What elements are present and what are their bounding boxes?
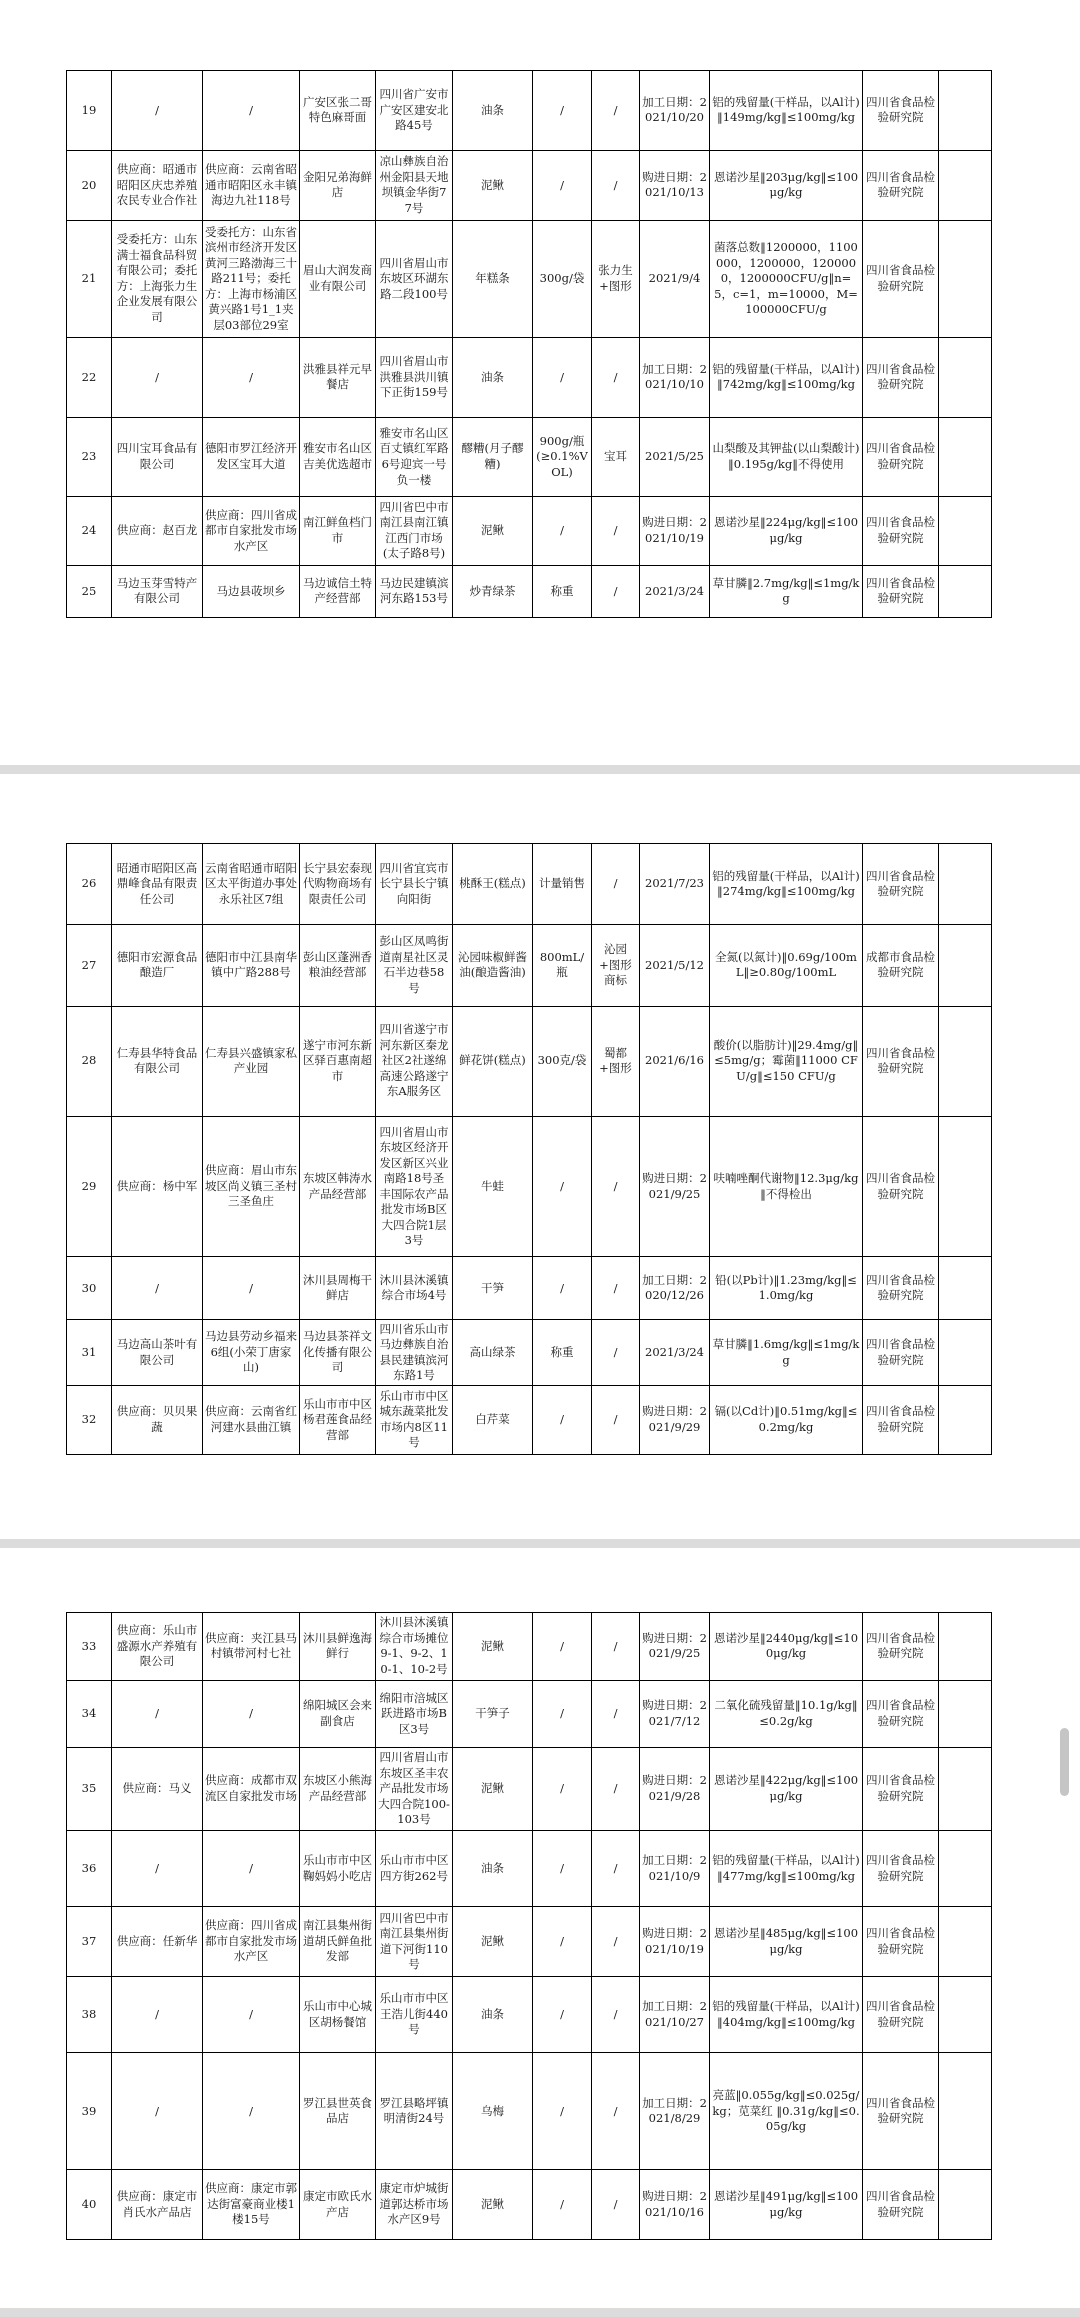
cell-seller-name: 康定市欧氏水产店	[300, 2170, 376, 2240]
cell-brand: /	[592, 1320, 640, 1385]
table-row	[67, 2053, 992, 2170]
cell-product-name: 泥鳅	[453, 497, 533, 565]
cell-producer-address: /	[203, 71, 300, 151]
cell-failed-item: 菌落总数‖1200000，1100000，1200000，1200000，1200000CFU/g‖n=5，c=1，m=10000，M=100000CFU/g	[710, 220, 863, 337]
cell-seller-name: 南江鲜鱼档门市	[300, 497, 376, 565]
table-row	[67, 1680, 992, 1748]
cell-remark	[939, 1976, 992, 2053]
cell-seller-name: 金阳兄弟海鲜店	[300, 150, 376, 220]
cell-date: 2021/9/4	[640, 220, 710, 337]
cell-brand: 蜀都+图形	[592, 1006, 640, 1116]
cell-seller-name: 乐山市市中区杨君莲食品经营部	[300, 1385, 376, 1454]
cell-seller-address: 沐川县沐溪镇综合市场4号	[376, 1257, 453, 1320]
cell-remark	[939, 1006, 992, 1116]
cell-specification: /	[533, 497, 592, 565]
cell-producer-address: /	[203, 2053, 300, 2170]
cell-producer-address: 供应商：四川省成都市自家批发市场水产区	[203, 1907, 300, 1977]
cell-row-number: 26	[67, 844, 112, 925]
cell-specification: /	[533, 1830, 592, 1907]
document-page-2	[0, 774, 1080, 1539]
cell-remark	[939, 1748, 992, 1831]
cell-specification: /	[533, 2170, 592, 2240]
cell-seller-address: 四川省眉山市洪雅县洪川镇下正街159号	[376, 337, 453, 417]
cell-producer-address: 云南省昭通市昭阳区太平街道办事处永乐社区7组	[203, 844, 300, 925]
table-row	[67, 1613, 992, 1681]
cell-producer-name: 马边高山茶叶有限公司	[112, 1320, 203, 1385]
cell-seller-address: 罗江县略坪镇明清街24号	[376, 2053, 453, 2170]
cell-date: 加工日期：2021/10/27	[640, 1976, 710, 2053]
cell-producer-name: /	[112, 71, 203, 151]
cell-seller-address: 四川省眉山市东坡区圣丰农产品批发市场大四合院100-103号	[376, 1748, 453, 1831]
cell-row-number: 30	[67, 1257, 112, 1320]
cell-inspection-agency: 四川省食品检验研究院	[863, 2170, 939, 2240]
cell-product-name: 年糕条	[453, 220, 533, 337]
cell-brand: /	[592, 1385, 640, 1454]
cell-producer-address: 德阳市罗江经济开发区宝耳大道	[203, 417, 300, 497]
cell-seller-address: 乐山市市中区四方街262号	[376, 1830, 453, 1907]
cell-product-name: 乌梅	[453, 2053, 533, 2170]
cell-inspection-agency: 四川省食品检验研究院	[863, 220, 939, 337]
cell-product-name: 油条	[453, 71, 533, 151]
cell-date: 2021/3/24	[640, 1320, 710, 1385]
cell-producer-name: 供应商：康定市肖氏水产品店	[112, 2170, 203, 2240]
cell-producer-address: 供应商：夹江县马村镇带河村七社	[203, 1613, 300, 1681]
cell-producer-name: 昭通市昭阳区高鼎峰食品有限责任公司	[112, 844, 203, 925]
cell-failed-item: 全氮(以氮计)‖0.69g/100mL‖≥0.80g/100mL	[710, 925, 863, 1006]
cell-product-name: 干笋	[453, 1257, 533, 1320]
cell-product-name: 油条	[453, 1976, 533, 2053]
cell-producer-name: 供应商：杨中军	[112, 1116, 203, 1256]
cell-remark	[939, 1613, 992, 1681]
cell-brand: /	[592, 1613, 640, 1681]
cell-remark	[939, 150, 992, 220]
cell-date: 购进日期：2021/9/29	[640, 1385, 710, 1454]
cell-producer-address: /	[203, 1257, 300, 1320]
cell-row-number: 32	[67, 1385, 112, 1454]
cell-producer-name: /	[112, 2053, 203, 2170]
cell-failed-item: 铝的残留量(干样品，以Al计)‖477mg/kg‖≤100mg/kg	[710, 1830, 863, 1907]
cell-failed-item: 恩诺沙星‖491μg/kg‖≤100μg/kg	[710, 2170, 863, 2240]
cell-specification: /	[533, 1680, 592, 1748]
cell-brand: /	[592, 565, 640, 617]
cell-inspection-agency: 四川省食品检验研究院	[863, 1385, 939, 1454]
cell-producer-name: 供应商：赵百龙	[112, 497, 203, 565]
cell-remark	[939, 925, 992, 1006]
cell-seller-name: 南江县集州街道胡氏鲜鱼批发部	[300, 1907, 376, 1977]
cell-specification: /	[533, 337, 592, 417]
cell-producer-name: 供应商：昭通市昭阳区庆忠养殖农民专业合作社	[112, 150, 203, 220]
cell-seller-name: 马边诚信土特产经营部	[300, 565, 376, 617]
cell-seller-name: 乐山市市中区鞠妈妈小吃店	[300, 1830, 376, 1907]
cell-seller-name: 洪雅县祥元早餐店	[300, 337, 376, 417]
cell-row-number: 34	[67, 1680, 112, 1748]
table-row	[67, 1385, 992, 1454]
cell-failed-item: 二氧化硫残留量‖10.1g/kg‖≤0.2g/kg	[710, 1680, 863, 1748]
cell-specification: 800mL/瓶	[533, 925, 592, 1006]
cell-seller-address: 四川省眉山市东坡区经济开发区新区兴业南路18号圣丰国际农产品批发市场B区大四合院1层3号	[376, 1116, 453, 1256]
inspection-table-page-3	[66, 1612, 992, 2240]
cell-row-number: 21	[67, 220, 112, 337]
cell-product-name: 泥鳅	[453, 1748, 533, 1831]
scrollbar-thumb[interactable]	[1060, 1728, 1069, 1796]
cell-remark	[939, 1320, 992, 1385]
cell-row-number: 20	[67, 150, 112, 220]
cell-failed-item: 山梨酸及其钾盐(以山梨酸计)‖0.195g/kg‖不得使用	[710, 417, 863, 497]
cell-inspection-agency: 四川省食品检验研究院	[863, 1976, 939, 2053]
cell-producer-address: /	[203, 1976, 300, 2053]
cell-product-name: 桃酥王(糕点)	[453, 844, 533, 925]
cell-producer-address: 供应商：成都市双流区自家批发市场	[203, 1748, 300, 1831]
table-row	[67, 925, 992, 1006]
cell-brand: /	[592, 844, 640, 925]
cell-producer-address: 供应商：四川省成都市自家批发市场水产区	[203, 497, 300, 565]
page-separator	[0, 2308, 1080, 2317]
cell-seller-address: 四川省广安市广安区建安北路45号	[376, 71, 453, 151]
cell-date: 购进日期：2021/10/13	[640, 150, 710, 220]
cell-producer-address: 供应商：云南省红河建水县曲江镇	[203, 1385, 300, 1454]
cell-row-number: 23	[67, 417, 112, 497]
inspection-table-page-2	[66, 843, 992, 1455]
cell-inspection-agency: 四川省食品检验研究院	[863, 565, 939, 617]
cell-remark	[939, 565, 992, 617]
cell-producer-address: 供应商：眉山市东坡区尚义镇三圣村三圣鱼庄	[203, 1116, 300, 1256]
cell-inspection-agency: 四川省食品检验研究院	[863, 1748, 939, 1831]
cell-specification: /	[533, 2053, 592, 2170]
table-row	[67, 565, 992, 617]
cell-inspection-agency: 四川省食品检验研究院	[863, 844, 939, 925]
cell-seller-address: 四川省巴中市南江县集州街道下河街110号	[376, 1907, 453, 1977]
cell-seller-address: 四川省遂宁市河东新区秦龙社区2社遂绵高速公路遂宁东A服务区	[376, 1006, 453, 1116]
cell-remark	[939, 2053, 992, 2170]
cell-producer-address: /	[203, 337, 300, 417]
cell-remark	[939, 844, 992, 925]
cell-remark	[939, 1907, 992, 1977]
cell-row-number: 24	[67, 497, 112, 565]
table-row	[67, 1320, 992, 1385]
cell-row-number: 40	[67, 2170, 112, 2240]
inspection-table-page-1	[66, 70, 992, 618]
cell-failed-item: 恩诺沙星‖2440μg/kg‖≤100μg/kg	[710, 1613, 863, 1681]
cell-row-number: 37	[67, 1907, 112, 1977]
cell-inspection-agency: 四川省食品检验研究院	[863, 1006, 939, 1116]
cell-remark	[939, 337, 992, 417]
cell-specification: /	[533, 1748, 592, 1831]
cell-product-name: 高山绿茶	[453, 1320, 533, 1385]
cell-specification: 900g/瓶(≥0.1%VOL)	[533, 417, 592, 497]
cell-brand: 张力生+图形	[592, 220, 640, 337]
cell-seller-address: 绵阳市涪城区跃进路市场B区3号	[376, 1680, 453, 1748]
cell-remark	[939, 1680, 992, 1748]
cell-producer-name: /	[112, 1680, 203, 1748]
cell-seller-name: 罗江县世英食品店	[300, 2053, 376, 2170]
cell-product-name: 泥鳅	[453, 1907, 533, 1977]
cell-producer-name: 四川宝耳食品有限公司	[112, 417, 203, 497]
cell-date: 加工日期：2021/10/9	[640, 1830, 710, 1907]
cell-row-number: 33	[67, 1613, 112, 1681]
table-row	[67, 844, 992, 925]
cell-date: 加工日期：2021/8/29	[640, 2053, 710, 2170]
cell-inspection-agency: 成都市食品检验研究院	[863, 925, 939, 1006]
cell-producer-name: 供应商：任新华	[112, 1907, 203, 1977]
cell-failed-item: 草甘膦‖1.6mg/kg‖≤1mg/kg	[710, 1320, 863, 1385]
cell-failed-item: 酸价(以脂肪计)‖29.4mg/g‖≤5mg/g；霉菌‖11000 CFU/g‖≤150 CFU/g	[710, 1006, 863, 1116]
cell-producer-name: 仁寿县华特食品有限公司	[112, 1006, 203, 1116]
cell-seller-name: 眉山大润发商业有限公司	[300, 220, 376, 337]
cell-specification: /	[533, 71, 592, 151]
cell-inspection-agency: 四川省食品检验研究院	[863, 417, 939, 497]
table-row	[67, 337, 992, 417]
cell-inspection-agency: 四川省食品检验研究院	[863, 150, 939, 220]
cell-brand: /	[592, 2053, 640, 2170]
cell-seller-address: 乐山市市中区王浩儿街440号	[376, 1976, 453, 2053]
table-row	[67, 1907, 992, 1977]
cell-inspection-agency: 四川省食品检验研究院	[863, 497, 939, 565]
cell-row-number: 35	[67, 1748, 112, 1831]
cell-inspection-agency: 四川省食品检验研究院	[863, 1116, 939, 1256]
cell-producer-address: 德阳市中江县南华镇中广路288号	[203, 925, 300, 1006]
cell-product-name: 油条	[453, 1830, 533, 1907]
cell-producer-name: 供应商：乐山市盛源水产养殖有限公司	[112, 1613, 203, 1681]
cell-seller-address: 凉山彝族自治州金阳县天地坝镇金华街77号	[376, 150, 453, 220]
cell-specification: /	[533, 1907, 592, 1977]
cell-date: 加工日期：2021/10/20	[640, 71, 710, 151]
cell-producer-address: 供应商：康定市郭达街富豪商业楼1楼15号	[203, 2170, 300, 2240]
table-row	[67, 497, 992, 565]
cell-inspection-agency: 四川省食品检验研究院	[863, 1257, 939, 1320]
cell-product-name: 沁园味椒鲜酱油(酿造酱油)	[453, 925, 533, 1006]
cell-date: 购进日期：2021/9/25	[640, 1613, 710, 1681]
table-row	[67, 71, 992, 151]
table-row	[67, 2170, 992, 2240]
cell-producer-name: /	[112, 1976, 203, 2053]
cell-row-number: 28	[67, 1006, 112, 1116]
cell-failed-item: 铝的残留量(干样品，以Al计)‖149mg/kg‖≤100mg/kg	[710, 71, 863, 151]
cell-producer-name: /	[112, 1830, 203, 1907]
cell-specification: /	[533, 1385, 592, 1454]
cell-failed-item: 恩诺沙星‖422μg/kg‖≤100μg/kg	[710, 1748, 863, 1831]
cell-date: 加工日期：2021/10/10	[640, 337, 710, 417]
cell-producer-address: 马边县劳动乡福来6组(小荣丁唐家山)	[203, 1320, 300, 1385]
document-page-3	[0, 1548, 1080, 2308]
cell-date: 购进日期：2021/9/25	[640, 1116, 710, 1256]
table-row	[67, 1257, 992, 1320]
cell-brand: /	[592, 1830, 640, 1907]
cell-date: 购进日期：2021/10/16	[640, 2170, 710, 2240]
cell-seller-address: 四川省宜宾市长宁县长宁镇向阳街	[376, 844, 453, 925]
cell-date: 2021/7/23	[640, 844, 710, 925]
cell-brand: /	[592, 1116, 640, 1256]
cell-date: 2021/5/12	[640, 925, 710, 1006]
cell-failed-item: 恩诺沙星‖224μg/kg‖≤100μg/kg	[710, 497, 863, 565]
page-separator	[0, 765, 1080, 774]
cell-date: 2021/5/25	[640, 417, 710, 497]
cell-specification: /	[533, 1976, 592, 2053]
table-row	[67, 1830, 992, 1907]
cell-producer-address: /	[203, 1680, 300, 1748]
cell-brand: /	[592, 2170, 640, 2240]
cell-seller-name: 乐山市中心城区胡杨餐馆	[300, 1976, 376, 2053]
cell-inspection-agency: 四川省食品检验研究院	[863, 337, 939, 417]
cell-date: 购进日期：2021/10/19	[640, 497, 710, 565]
cell-producer-address: 马边县荍坝乡	[203, 565, 300, 617]
cell-producer-name: /	[112, 337, 203, 417]
cell-seller-name: 彭山区蓬洲香粮油经营部	[300, 925, 376, 1006]
cell-producer-address: 仁寿县兴盛镇家私产业园	[203, 1006, 300, 1116]
cell-seller-name: 沐川县鲜逸海鲜行	[300, 1613, 376, 1681]
cell-seller-address: 雅安市名山区百丈镇红军路6号迎宾一号负一楼	[376, 417, 453, 497]
cell-seller-name: 东坡区小熊海产品经营部	[300, 1748, 376, 1831]
cell-remark	[939, 1830, 992, 1907]
cell-remark	[939, 71, 992, 151]
cell-date: 购进日期：2021/9/28	[640, 1748, 710, 1831]
cell-inspection-agency: 四川省食品检验研究院	[863, 71, 939, 151]
cell-product-name: 干笋子	[453, 1680, 533, 1748]
cell-remark	[939, 220, 992, 337]
cell-remark	[939, 497, 992, 565]
cell-failed-item: 铝的残留量(干样品，以Al计)‖742mg/kg‖≤100mg/kg	[710, 337, 863, 417]
cell-date: 购进日期：2021/10/19	[640, 1907, 710, 1977]
cell-failed-item: 呋喃唑酮代谢物‖12.3μg/kg‖不得检出	[710, 1116, 863, 1256]
cell-failed-item: 亮蓝‖0.055g/kg‖≤0.025g/kg；苋菜红 ‖0.31g/kg‖≤0.05g/kg	[710, 2053, 863, 2170]
cell-failed-item: 镉(以Cd计)‖0.51mg/kg‖≤0.2mg/kg	[710, 1385, 863, 1454]
cell-producer-name: /	[112, 1257, 203, 1320]
cell-producer-address: 受委托方：山东省滨州市经济开发区黄河三路渤海三十路211号；委托方：上海市杨浦区黄兴路1号1_1夹层03部位29室	[203, 220, 300, 337]
cell-row-number: 27	[67, 925, 112, 1006]
cell-specification: /	[533, 1613, 592, 1681]
cell-specification: /	[533, 1116, 592, 1256]
cell-row-number: 25	[67, 565, 112, 617]
cell-brand: /	[592, 497, 640, 565]
cell-remark	[939, 1385, 992, 1454]
cell-failed-item: 恩诺沙星‖485μg/kg‖≤100μg/kg	[710, 1907, 863, 1977]
cell-seller-address: 沐川县沐溪镇综合市场摊位9-1、9-2、10-1、10-2号	[376, 1613, 453, 1681]
cell-seller-address: 四川省乐山市马边彝族自治县民建镇滨河东路1号	[376, 1320, 453, 1385]
cell-brand: /	[592, 150, 640, 220]
cell-brand: /	[592, 1907, 640, 1977]
cell-seller-address: 康定市炉城街道郭达桥市场水产区9号	[376, 2170, 453, 2240]
cell-producer-name: 马边玉芽雪特产有限公司	[112, 565, 203, 617]
cell-brand: /	[592, 71, 640, 151]
cell-row-number: 39	[67, 2053, 112, 2170]
cell-product-name: 鲜花饼(糕点)	[453, 1006, 533, 1116]
cell-date: 购进日期：2021/7/12	[640, 1680, 710, 1748]
cell-failed-item: 恩诺沙星‖203μg/kg‖≤100μg/kg	[710, 150, 863, 220]
table-row	[67, 1748, 992, 1831]
cell-specification: 300g/袋	[533, 220, 592, 337]
cell-seller-name: 绵阳城区会来副食店	[300, 1680, 376, 1748]
cell-producer-name: 供应商：马义	[112, 1748, 203, 1831]
cell-inspection-agency: 四川省食品检验研究院	[863, 2053, 939, 2170]
cell-producer-name: 受委托方：山东满士福食品科贸有限公司；委托方：上海张力生企业发展有限公司	[112, 220, 203, 337]
cell-inspection-agency: 四川省食品检验研究院	[863, 1320, 939, 1385]
cell-product-name: 油条	[453, 337, 533, 417]
cell-specification: 称重	[533, 565, 592, 617]
cell-failed-item: 铝的残留量(干样品，以Al计)‖404mg/kg‖≤100mg/kg	[710, 1976, 863, 2053]
cell-specification: /	[533, 150, 592, 220]
cell-row-number: 22	[67, 337, 112, 417]
cell-producer-name: 德阳市宏源食品酿造厂	[112, 925, 203, 1006]
cell-remark	[939, 1257, 992, 1320]
table-row	[67, 150, 992, 220]
cell-row-number: 36	[67, 1830, 112, 1907]
cell-row-number: 38	[67, 1976, 112, 2053]
table-row	[67, 1976, 992, 2053]
cell-brand: /	[592, 1748, 640, 1831]
cell-row-number: 31	[67, 1320, 112, 1385]
cell-product-name: 炒青绿茶	[453, 565, 533, 617]
cell-brand: /	[592, 1680, 640, 1748]
cell-brand: 宝耳	[592, 417, 640, 497]
cell-seller-name: 沐川县周梅干鲜店	[300, 1257, 376, 1320]
cell-product-name: 泥鳅	[453, 1613, 533, 1681]
cell-brand: /	[592, 1976, 640, 2053]
cell-product-name: 泥鳅	[453, 2170, 533, 2240]
document-page-1	[0, 0, 1080, 765]
cell-row-number: 29	[67, 1116, 112, 1256]
cell-seller-name: 马边县茶祥文化传播有限公司	[300, 1320, 376, 1385]
cell-specification: 300克/袋	[533, 1006, 592, 1116]
cell-brand: /	[592, 1257, 640, 1320]
cell-failed-item: 铝的残留量(干样品，以Al计)‖274mg/kg‖≤100mg/kg	[710, 844, 863, 925]
cell-seller-name: 长宁县宏泰现代购物商场有限责任公司	[300, 844, 376, 925]
table-row	[67, 417, 992, 497]
cell-seller-address: 四川省眉山市东坡区环湖东路二段100号	[376, 220, 453, 337]
cell-seller-name: 雅安市名山区吉美优选超市	[300, 417, 376, 497]
cell-product-name: 泥鳅	[453, 150, 533, 220]
cell-product-name: 醪糟(月子醪糟)	[453, 417, 533, 497]
cell-failed-item: 草甘膦‖2.7mg/kg‖≤1mg/kg	[710, 565, 863, 617]
cell-inspection-agency: 四川省食品检验研究院	[863, 1907, 939, 1977]
cell-seller-address: 彭山区凤鸣街道南星社区灵石半边巷58号	[376, 925, 453, 1006]
cell-seller-name: 东坡区韩涛水产品经营部	[300, 1116, 376, 1256]
cell-inspection-agency: 四川省食品检验研究院	[863, 1613, 939, 1681]
cell-seller-name: 遂宁市河东新区驿百惠南超市	[300, 1006, 376, 1116]
cell-date: 加工日期：2020/12/26	[640, 1257, 710, 1320]
table-row	[67, 1006, 992, 1116]
cell-row-number: 19	[67, 71, 112, 151]
cell-seller-address: 乐山市市中区城东蔬菜批发市场内8区11号	[376, 1385, 453, 1454]
cell-remark	[939, 417, 992, 497]
cell-seller-address: 四川省巴中市南江县南江镇江西门市场(太子路8号)	[376, 497, 453, 565]
cell-remark	[939, 1116, 992, 1256]
table-row	[67, 220, 992, 337]
cell-date: 2021/6/16	[640, 1006, 710, 1116]
page-separator	[0, 1539, 1080, 1548]
cell-brand: 沁园+图形商标	[592, 925, 640, 1006]
cell-specification: 计量销售	[533, 844, 592, 925]
cell-specification: /	[533, 1257, 592, 1320]
cell-brand: /	[592, 337, 640, 417]
cell-product-name: 白芹菜	[453, 1385, 533, 1454]
cell-inspection-agency: 四川省食品检验研究院	[863, 1680, 939, 1748]
cell-failed-item: 铅(以Pb计)‖1.23mg/kg‖≤1.0mg/kg	[710, 1257, 863, 1320]
cell-producer-address: 供应商：云南省昭通市昭阳区永丰镇海边九社118号	[203, 150, 300, 220]
cell-seller-name: 广安区张二哥特色麻哥面	[300, 71, 376, 151]
cell-date: 2021/3/24	[640, 565, 710, 617]
cell-producer-address: /	[203, 1830, 300, 1907]
cell-producer-name: 供应商：贝贝果蔬	[112, 1385, 203, 1454]
cell-product-name: 牛蛙	[453, 1116, 533, 1256]
cell-remark	[939, 2170, 992, 2240]
cell-inspection-agency: 四川省食品检验研究院	[863, 1830, 939, 1907]
cell-seller-address: 马边民建镇滨河东路153号	[376, 565, 453, 617]
cell-specification: 称重	[533, 1320, 592, 1385]
table-row	[67, 1116, 992, 1256]
